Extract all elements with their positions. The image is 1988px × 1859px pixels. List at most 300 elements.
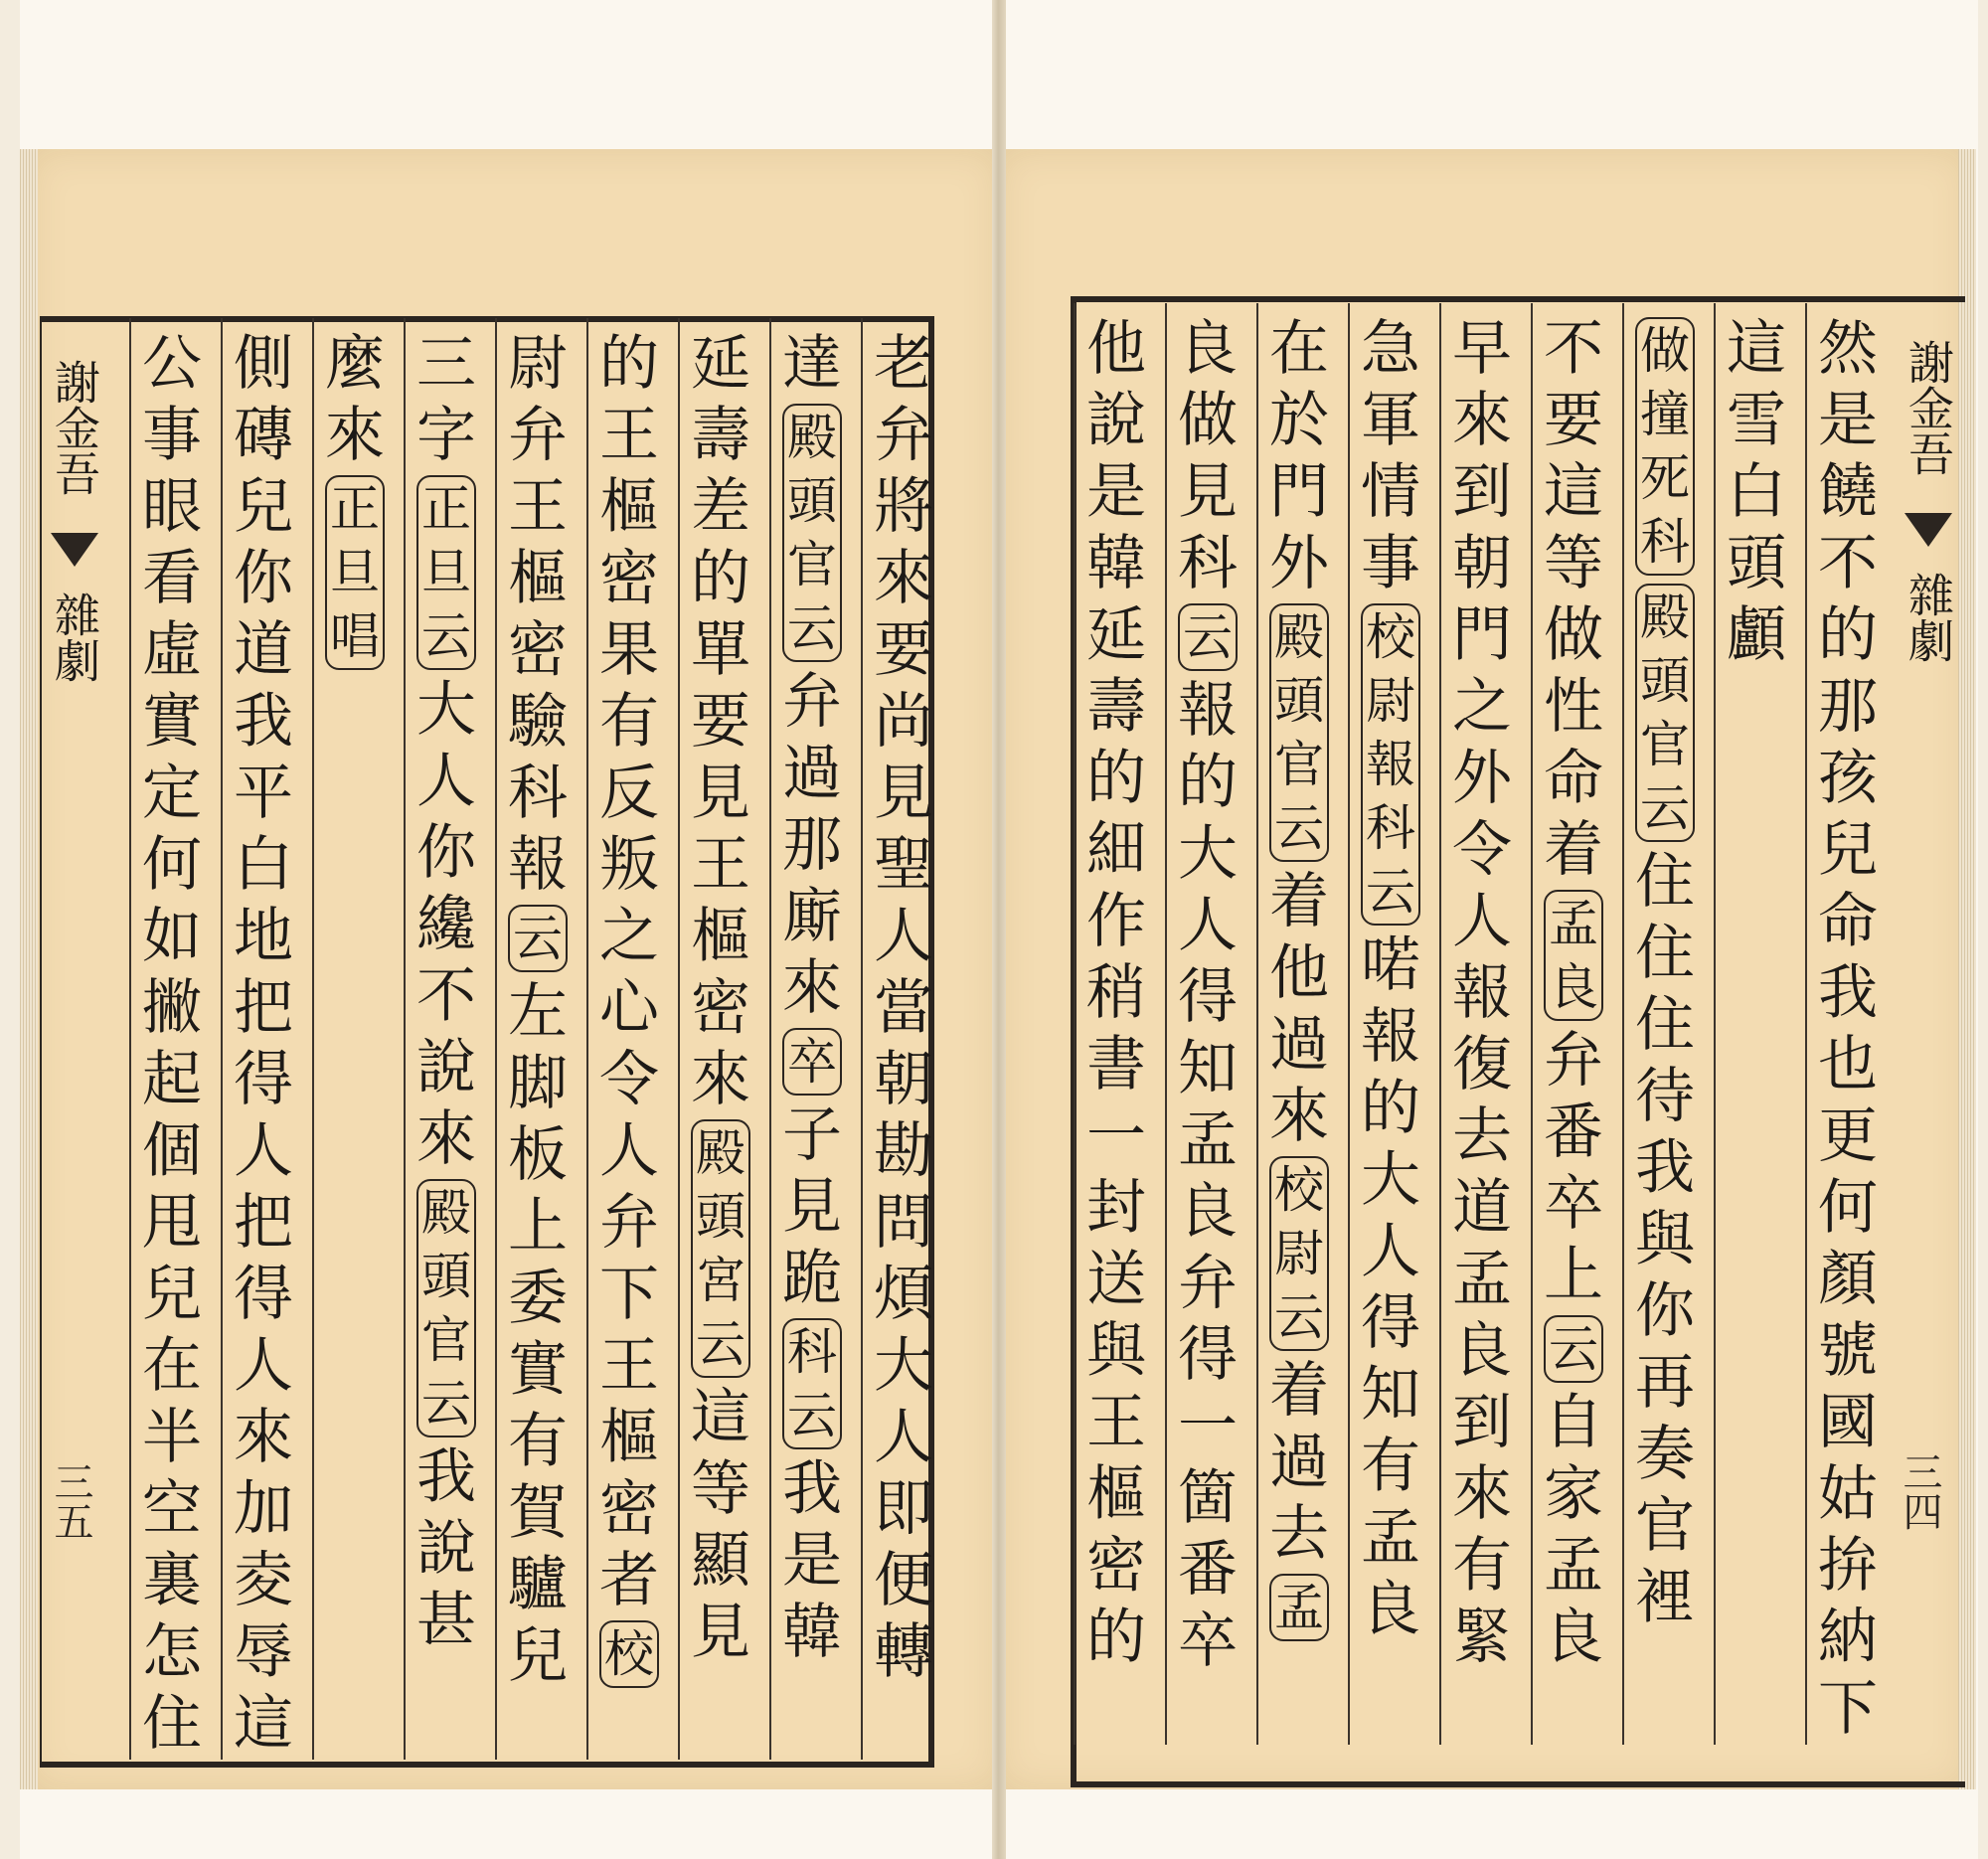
- column-rule: [1256, 303, 1258, 1745]
- character: 報: [1361, 1002, 1420, 1072]
- text-column: [133, 328, 211, 1760]
- character: 叛: [599, 830, 659, 900]
- character: 平: [234, 759, 293, 828]
- character: 驗: [508, 687, 568, 757]
- text-column: [1260, 313, 1338, 1645]
- text-column: [1443, 313, 1521, 1673]
- character: 是: [1086, 457, 1146, 527]
- column-rule: [1165, 303, 1167, 1745]
- character: 過: [782, 739, 842, 808]
- character: 樞: [1086, 1459, 1146, 1529]
- character: 命: [1544, 744, 1603, 813]
- stage-direction-box: 殿 頭 官 云: [782, 404, 842, 662]
- character: 眼: [142, 472, 202, 542]
- character: 等: [691, 1454, 750, 1524]
- character: 得: [1361, 1288, 1420, 1358]
- text-column: [316, 328, 394, 674]
- margin-title: 謝金吾: [48, 359, 101, 496]
- character: 來: [691, 1045, 750, 1114]
- character: 卒: [1544, 1169, 1603, 1239]
- character: 待: [1635, 1062, 1695, 1131]
- character: 到: [1452, 1388, 1512, 1457]
- character: 不: [1544, 314, 1603, 384]
- character: 半: [142, 1403, 202, 1472]
- text-column: [408, 328, 485, 1656]
- character: 之: [599, 902, 659, 971]
- character: 喏: [1361, 930, 1420, 1000]
- character: 做: [1178, 386, 1238, 455]
- stage-direction-box: 校: [599, 1620, 659, 1688]
- character: 要: [874, 615, 933, 685]
- character: 這: [1727, 314, 1786, 384]
- character: 去: [1269, 1499, 1329, 1569]
- character: 甚: [416, 1586, 476, 1655]
- character: 跪: [782, 1244, 842, 1313]
- character: 尉: [508, 329, 568, 399]
- character: 大: [874, 1331, 933, 1401]
- character: 那: [1818, 672, 1878, 742]
- character: 的: [1086, 1603, 1146, 1672]
- character: 情: [1361, 457, 1420, 527]
- character: 王: [691, 830, 750, 900]
- character: 家: [1544, 1459, 1603, 1529]
- character: 這: [691, 1383, 750, 1452]
- character: 號: [1818, 1316, 1878, 1386]
- character: 辱: [234, 1617, 293, 1687]
- character: 樞: [599, 1403, 659, 1472]
- character: 板: [508, 1120, 568, 1190]
- character: 令: [1452, 815, 1512, 885]
- character: 一: [1178, 1392, 1238, 1461]
- character: 軍: [1361, 386, 1420, 455]
- character: 公: [142, 329, 202, 399]
- character: 官: [1635, 1491, 1695, 1561]
- character: 科: [508, 759, 568, 828]
- character: 差: [691, 472, 750, 542]
- character: 來: [325, 401, 385, 470]
- character: 人: [1452, 887, 1512, 956]
- text-column: [682, 328, 759, 1668]
- stage-direction-box: 云: [1544, 1315, 1603, 1383]
- character: 那: [782, 810, 842, 880]
- character: 密: [599, 544, 659, 613]
- character: 你: [1635, 1276, 1695, 1346]
- character: 箇: [1178, 1463, 1238, 1533]
- text-column: [1169, 313, 1246, 1677]
- character: 自: [1544, 1388, 1603, 1457]
- character: 番: [1544, 1098, 1603, 1167]
- character: 裡: [1635, 1563, 1695, 1632]
- column-rule: [495, 318, 497, 1760]
- character: 達: [782, 329, 842, 399]
- character: 他: [1269, 938, 1329, 1008]
- character: 白: [234, 830, 293, 900]
- character: 上: [508, 1192, 568, 1262]
- character: 樞: [691, 902, 750, 971]
- character: 下: [599, 1260, 659, 1329]
- character: 得: [234, 1045, 293, 1114]
- character: 得: [1178, 1320, 1238, 1390]
- character: 延: [1086, 600, 1146, 670]
- character: 見: [782, 1172, 842, 1242]
- character: 密: [691, 973, 750, 1043]
- character: 國: [1818, 1388, 1878, 1457]
- stage-direction-box: 孟 良: [1544, 890, 1603, 1021]
- character: 報: [508, 830, 568, 900]
- character: 虛: [142, 615, 202, 685]
- character: 脚: [508, 1049, 568, 1118]
- stage-direction-box: 做 撞 死 科: [1635, 317, 1695, 576]
- character: 在: [142, 1331, 202, 1401]
- character: 得: [234, 1260, 293, 1329]
- stage-direction-box: 殿 頭 官 云: [416, 1179, 476, 1437]
- character: 是: [1818, 386, 1878, 455]
- character: 地: [234, 902, 293, 971]
- character: 把: [234, 1188, 293, 1258]
- stage-direction-box: 卒: [782, 1028, 842, 1096]
- character: 王: [599, 1331, 659, 1401]
- character: 一: [1086, 1101, 1146, 1171]
- character: 大: [416, 675, 476, 745]
- character: 委: [508, 1264, 568, 1333]
- character: 緊: [1452, 1603, 1512, 1672]
- character: 磚: [234, 401, 293, 470]
- character: 的: [1818, 600, 1878, 670]
- character: 夌: [234, 1546, 293, 1615]
- character: 住: [1635, 847, 1695, 917]
- character: 於: [1269, 386, 1329, 455]
- character: 人: [1178, 891, 1238, 960]
- character: 人: [599, 1116, 659, 1186]
- character: 賀: [508, 1478, 568, 1548]
- character: 見: [691, 759, 750, 828]
- stage-direction-box: 殿 頭 官 云: [1635, 584, 1695, 842]
- character: 纔: [416, 890, 476, 959]
- character: 細: [1086, 815, 1146, 885]
- column-rule: [1714, 303, 1716, 1745]
- character: 個: [142, 1116, 202, 1186]
- character: 人: [416, 747, 476, 816]
- character: 人: [1361, 1217, 1420, 1286]
- character: 孟: [1452, 1245, 1512, 1314]
- character: 事: [1361, 529, 1420, 598]
- character: 早: [1452, 314, 1512, 384]
- character: 說: [1086, 386, 1146, 455]
- character: 兒: [142, 1260, 202, 1329]
- character: 的: [691, 544, 750, 613]
- character: 韓: [782, 1598, 842, 1667]
- character: 做: [1544, 600, 1603, 670]
- character: 急: [1361, 314, 1420, 384]
- character: 也: [1818, 1030, 1878, 1099]
- column-rule: [861, 318, 863, 1760]
- character: 見: [691, 1598, 750, 1667]
- character: 弁: [1178, 1249, 1238, 1318]
- character: 我: [234, 687, 293, 757]
- character: 人: [234, 1116, 293, 1186]
- character: 將: [874, 472, 933, 542]
- stage-direction-box: 科 云: [782, 1318, 842, 1449]
- character: 見: [1178, 457, 1238, 527]
- character: 良: [1452, 1316, 1512, 1386]
- character: 良: [1361, 1575, 1420, 1644]
- character: 看: [142, 544, 202, 613]
- character: 空: [142, 1474, 202, 1544]
- character: 我: [782, 1454, 842, 1524]
- character: 說: [416, 1033, 476, 1102]
- character: 密: [1086, 1531, 1146, 1601]
- character: 良: [1178, 314, 1238, 384]
- stage-direction-box: 殿 頭 宮 云: [691, 1119, 750, 1378]
- column-rule: [1074, 303, 1076, 1745]
- character: 樞: [508, 544, 568, 613]
- column-rule: [129, 318, 131, 1760]
- character: 心: [599, 973, 659, 1043]
- character: 定: [142, 759, 202, 828]
- character: 壽: [1086, 672, 1146, 742]
- character: 是: [782, 1526, 842, 1596]
- character: 上: [1544, 1241, 1603, 1310]
- left-page-edge: [20, 149, 38, 1789]
- character: 人: [874, 902, 933, 971]
- stage-direction-box: 正 旦 云: [416, 475, 476, 670]
- column-rule: [1439, 303, 1441, 1745]
- character: 朝: [874, 1045, 933, 1114]
- character: 來: [782, 953, 842, 1023]
- character: 稍: [1086, 958, 1146, 1028]
- character: 有: [508, 1407, 568, 1476]
- character: 見: [874, 759, 933, 828]
- character: 壽: [691, 401, 750, 470]
- character: 顏: [1818, 1245, 1878, 1314]
- character: 外: [1269, 529, 1329, 598]
- character: 顱: [1727, 600, 1786, 670]
- character: 者: [599, 1546, 659, 1615]
- character: 住: [1635, 990, 1695, 1060]
- character: 道: [1452, 1173, 1512, 1243]
- character: 的: [1178, 748, 1238, 817]
- character: 樞: [599, 472, 659, 542]
- character: 外: [1452, 744, 1512, 813]
- character: 孟: [1361, 1503, 1420, 1573]
- character: 不: [416, 961, 476, 1031]
- book-gutter: [992, 0, 1006, 1859]
- character: 更: [1818, 1101, 1878, 1171]
- character: 卒: [1178, 1606, 1238, 1676]
- character: 三: [416, 329, 476, 399]
- character: 科: [1178, 529, 1238, 598]
- margin-section: 雜劇: [1902, 572, 1955, 663]
- character: 復: [1452, 1030, 1512, 1099]
- character: 何: [142, 830, 202, 900]
- character: 麼: [325, 329, 385, 399]
- column-rule: [769, 318, 771, 1760]
- character: 姑: [1818, 1459, 1878, 1529]
- character: 你: [234, 544, 293, 613]
- character: 在: [1269, 314, 1329, 384]
- character: 良: [1544, 1603, 1603, 1672]
- character: 撇: [142, 973, 202, 1043]
- character: 何: [1818, 1173, 1878, 1243]
- stage-direction-box: 殿 頭 官 云: [1269, 603, 1329, 862]
- character: 着: [1544, 815, 1603, 885]
- character: 着: [1269, 1356, 1329, 1426]
- character: 朝: [1452, 529, 1512, 598]
- character: 孟: [1544, 1531, 1603, 1601]
- character: 有: [1361, 1432, 1420, 1501]
- text-column: [1077, 313, 1155, 1673]
- character: 起: [142, 1045, 202, 1114]
- margin-title: 謝金吾: [1902, 339, 1955, 476]
- character: 密: [508, 615, 568, 685]
- character: 韓: [1086, 529, 1146, 598]
- left-folio-number: 三五: [48, 1461, 93, 1541]
- right-folio-number: 三四: [1897, 1451, 1942, 1531]
- character: 怎: [142, 1617, 202, 1687]
- character: 驢: [508, 1550, 568, 1619]
- character: 孩: [1818, 744, 1878, 813]
- character: 單: [691, 615, 750, 685]
- margin-section: 雜劇: [48, 592, 101, 683]
- character: 煩: [874, 1260, 933, 1329]
- character: 側: [234, 329, 293, 399]
- text-column: [1535, 313, 1612, 1673]
- character: 饒: [1818, 457, 1878, 527]
- character: 果: [599, 615, 659, 685]
- character: 弁: [508, 401, 568, 470]
- character: 大: [1178, 819, 1238, 889]
- stage-direction-box: 正 旦 唱: [325, 475, 385, 670]
- character: 王: [508, 472, 568, 542]
- character: 到: [1452, 457, 1512, 527]
- character: 延: [691, 329, 750, 399]
- character: 聖: [874, 830, 933, 900]
- character: 得: [1178, 962, 1238, 1032]
- character: 我: [1635, 1133, 1695, 1203]
- column-rule: [1531, 303, 1533, 1745]
- column-rule: [404, 318, 406, 1760]
- character: 的: [599, 329, 659, 399]
- character: 令: [599, 1045, 659, 1114]
- character: 來: [1452, 386, 1512, 455]
- stage-direction-box: 孟: [1269, 1574, 1329, 1641]
- character: 顯: [691, 1526, 750, 1596]
- character: 來: [234, 1403, 293, 1472]
- character: 白: [1727, 457, 1786, 527]
- character: 下: [1818, 1674, 1878, 1744]
- character: 當: [874, 973, 933, 1043]
- character: 便: [874, 1546, 933, 1615]
- fish-tail-mark-icon: [1905, 513, 1952, 547]
- character: 轉: [874, 1617, 933, 1687]
- character: 實: [142, 687, 202, 757]
- fish-tail-mark-icon: [51, 533, 98, 567]
- character: 王: [599, 401, 659, 470]
- character: 門: [1452, 600, 1512, 670]
- character: 的: [1086, 744, 1146, 813]
- character: 尚: [874, 687, 933, 757]
- character: 有: [1452, 1531, 1512, 1601]
- character: 頭: [1727, 529, 1786, 598]
- character: 事: [142, 401, 202, 470]
- character: 即: [874, 1474, 933, 1544]
- character: 要: [1544, 386, 1603, 455]
- character: 與: [1086, 1316, 1146, 1386]
- left-page-margin-title: [40, 328, 109, 702]
- character: 他: [1086, 314, 1146, 384]
- character: 封: [1086, 1173, 1146, 1243]
- character: 命: [1818, 887, 1878, 956]
- column-rule: [678, 318, 680, 1760]
- character: 有: [599, 687, 659, 757]
- column-rule: [1805, 303, 1807, 1745]
- character: 知: [1178, 1034, 1238, 1103]
- character: 我: [416, 1442, 476, 1512]
- character: 門: [1269, 457, 1329, 527]
- character: 反: [599, 759, 659, 828]
- column-rule: [1348, 303, 1350, 1745]
- character: 納: [1818, 1603, 1878, 1672]
- character: 雪: [1727, 386, 1786, 455]
- character: 勘: [874, 1116, 933, 1186]
- character: 來: [1452, 1459, 1512, 1529]
- character: 來: [1269, 1082, 1329, 1151]
- character: 番: [1178, 1535, 1238, 1605]
- stage-direction-box: 校 尉 云: [1269, 1156, 1329, 1351]
- column-rule: [312, 318, 314, 1760]
- column-rule: [586, 318, 588, 1760]
- character: 來: [874, 544, 933, 613]
- text-column: [773, 328, 851, 1668]
- character: 弁: [1544, 1026, 1603, 1096]
- character: 實: [508, 1335, 568, 1405]
- character: 的: [1361, 1074, 1420, 1143]
- text-column: [1809, 313, 1887, 1745]
- character: 左: [508, 977, 568, 1047]
- character: 甩: [142, 1188, 202, 1258]
- character: 人: [874, 1403, 933, 1472]
- character: 裏: [142, 1546, 202, 1615]
- stage-direction-box: 云: [1178, 603, 1238, 671]
- character: 拚: [1818, 1531, 1878, 1601]
- character: 與: [1635, 1205, 1695, 1274]
- character: 廝: [782, 882, 842, 951]
- character: 奏: [1635, 1420, 1695, 1489]
- character: 作: [1086, 887, 1146, 956]
- text-column: [865, 328, 942, 1688]
- character: 大: [1361, 1145, 1420, 1215]
- character: 等: [1544, 529, 1603, 598]
- character: 住: [142, 1689, 202, 1759]
- character: 去: [1452, 1101, 1512, 1171]
- character: 加: [234, 1474, 293, 1544]
- character: 王: [1086, 1388, 1146, 1457]
- character: 密: [599, 1474, 659, 1544]
- character: 道: [234, 615, 293, 685]
- character: 問: [874, 1188, 933, 1258]
- character: 書: [1086, 1030, 1146, 1099]
- character: 老: [874, 329, 933, 399]
- character: 來: [416, 1104, 476, 1174]
- character: 這: [234, 1689, 293, 1759]
- character: 子: [782, 1100, 842, 1170]
- character: 性: [1544, 672, 1603, 742]
- character: 如: [142, 902, 202, 971]
- text-column: [225, 328, 302, 1760]
- character: 字: [416, 401, 476, 470]
- character: 這: [1544, 457, 1603, 527]
- text-column: [1718, 313, 1795, 671]
